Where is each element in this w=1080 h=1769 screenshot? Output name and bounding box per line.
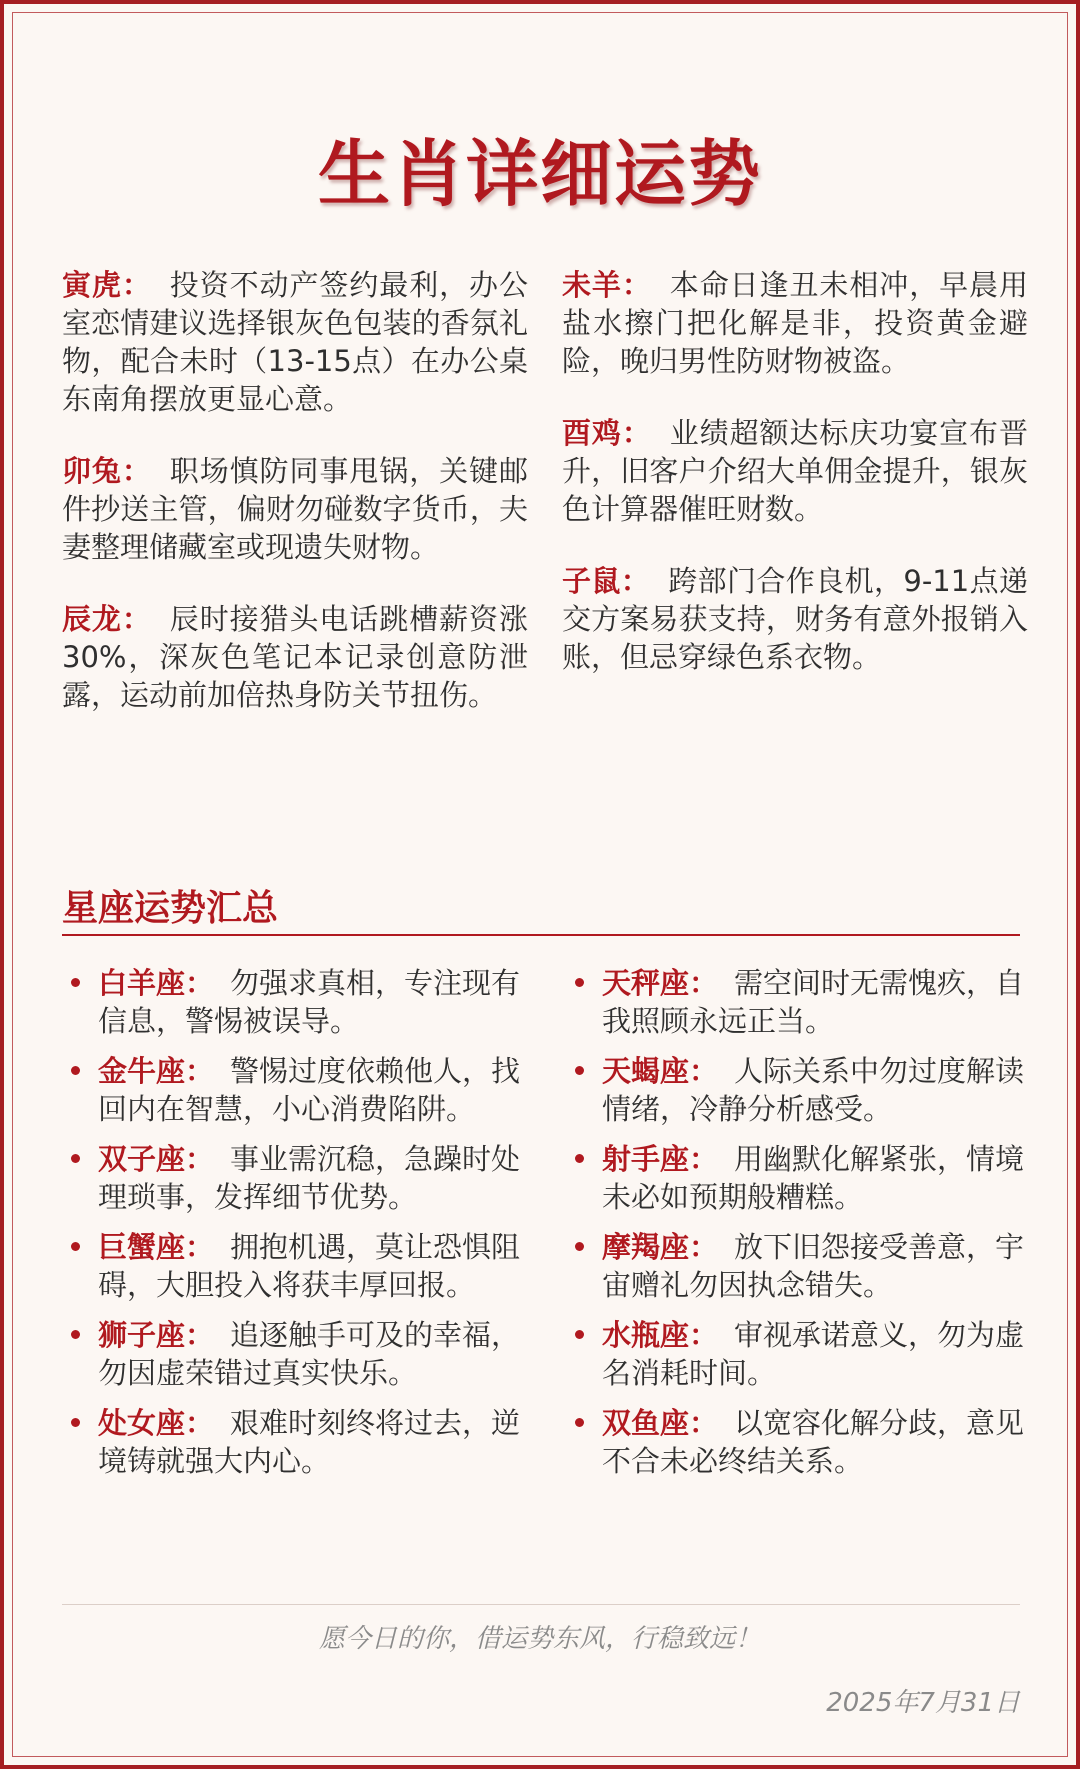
bullet-icon xyxy=(71,1418,80,1427)
bullet-icon xyxy=(575,978,584,987)
zodiac-item-dragon xyxy=(62,600,528,714)
constellation-text: 人际关系中勿过度解读情绪，冷静分析感受。 xyxy=(602,1054,1025,1126)
constellation-name: 水瓶座： xyxy=(602,1318,719,1352)
constellation-name: 金牛座： xyxy=(98,1054,215,1088)
constellation-text: 艰难时刻终将过去，逆境铸就强大内心。 xyxy=(98,1406,521,1478)
zodiac-text: 跨部门合作良机，9-11点递交方案易获支持，财务有意外报销入账，但忌穿绿色系衣物。 xyxy=(562,564,1028,674)
constellation-item-cancer xyxy=(66,1228,528,1304)
constellation-item-libra xyxy=(570,964,1032,1040)
constellation-section-title: 星座运势汇总 xyxy=(62,888,279,929)
zodiac-column-right xyxy=(562,266,1028,748)
zodiac-item-goat xyxy=(562,266,1028,380)
constellation-name: 天秤座： xyxy=(602,966,719,1000)
section-divider xyxy=(62,934,1020,936)
page-title: 生肖详细运势 xyxy=(317,132,762,216)
footer-date: 2025年7月31日 xyxy=(826,1688,1020,1718)
zodiac-name: 卯兔： xyxy=(62,454,152,488)
constellation-name: 天蝎座： xyxy=(602,1054,719,1088)
zodiac-name: 酉鸡： xyxy=(562,416,652,450)
zodiac-text: 投资不动产签约最利，办公室恋情建议选择银灰色包装的香氛礼物，配合未时（13-15点）在办公桌东南角摆放更显心意。 xyxy=(62,268,528,416)
bullet-icon xyxy=(71,1330,80,1339)
constellation-column-right xyxy=(570,964,1032,1492)
bullet-icon xyxy=(71,1066,80,1075)
constellation-text: 放下旧怨接受善意，宇宙赠礼勿因执念错失。 xyxy=(602,1230,1025,1302)
constellation-item-scorpio xyxy=(570,1052,1032,1128)
constellation-name: 摩羯座： xyxy=(602,1230,719,1264)
constellation-item-leo xyxy=(66,1316,528,1392)
bullet-icon xyxy=(71,1154,80,1163)
zodiac-item-rooster xyxy=(562,414,1028,528)
footer-divider xyxy=(62,1604,1020,1605)
bullet-icon xyxy=(575,1066,584,1075)
constellation-section xyxy=(66,964,1032,1492)
bullet-icon xyxy=(575,1330,584,1339)
bullet-icon xyxy=(575,1154,584,1163)
zodiac-name: 子鼠： xyxy=(562,564,651,598)
constellation-text: 审视承诺意义，勿为虚名消耗时间。 xyxy=(602,1318,1025,1390)
zodiac-name: 辰龙： xyxy=(62,602,152,636)
bullet-icon xyxy=(575,1242,584,1251)
zodiac-text: 职场慎防同事甩锅，关键邮件抄送主管，偏财勿碰数字货币，夫妻整理储藏室或现遗失财物。 xyxy=(62,454,528,564)
constellation-item-virgo xyxy=(66,1404,528,1480)
zodiac-text: 业绩超额达标庆功宴宣布晋升，旧客户介绍大单佣金提升，银灰色计算器催旺财数。 xyxy=(562,416,1028,526)
constellation-item-capricorn xyxy=(570,1228,1032,1304)
zodiac-name: 寅虎： xyxy=(62,268,152,302)
constellation-name: 处女座： xyxy=(98,1406,215,1440)
zodiac-item-tiger xyxy=(62,266,528,418)
zodiac-item-rat xyxy=(562,562,1028,676)
zodiac-name: 未羊： xyxy=(562,268,652,302)
constellation-text: 事业需沉稳，急躁时处理琐事，发挥细节优势。 xyxy=(98,1142,521,1214)
constellation-text: 拥抱机遇，莫让恐惧阻碍，大胆投入将获丰厚回报。 xyxy=(98,1230,521,1302)
constellation-text: 以宽容化解分歧，意见不合未必终结关系。 xyxy=(602,1406,1025,1478)
constellation-item-pisces xyxy=(570,1404,1032,1480)
bullet-icon xyxy=(575,1418,584,1427)
zodiac-text: 辰时接猎头电话跳槽薪资涨30%，深灰色笔记本记录创意防泄露，运动前加倍热身防关节扭伤。 xyxy=(62,602,528,712)
constellation-name: 白羊座： xyxy=(98,966,215,1000)
constellation-item-gemini xyxy=(66,1140,528,1216)
constellation-name: 双子座： xyxy=(98,1142,215,1176)
constellation-name: 双鱼座： xyxy=(602,1406,719,1440)
bullet-icon xyxy=(71,978,80,987)
constellation-text: 勿强求真相，专注现有信息，警惕被误导。 xyxy=(98,966,521,1038)
zodiac-item-rabbit xyxy=(62,452,528,566)
constellation-text: 警惕过度依赖他人，找回内在智慧，小心消费陷阱。 xyxy=(98,1054,521,1126)
constellation-column-left xyxy=(66,964,528,1492)
constellation-name: 射手座： xyxy=(602,1142,719,1176)
constellation-item-aries xyxy=(66,964,528,1040)
constellation-text: 追逐触手可及的幸福，勿因虚荣错过真实快乐。 xyxy=(98,1318,521,1390)
zodiac-text: 本命日逢丑未相冲，早晨用盐水擦门把化解是非，投资黄金避险，晚归男性防财物被盗。 xyxy=(562,268,1028,378)
bullet-icon xyxy=(71,1242,80,1251)
footer-motto: 愿今日的你，借运势东风，行稳致远！ xyxy=(318,1624,761,1654)
constellation-item-aquarius xyxy=(570,1316,1032,1392)
constellation-name: 狮子座： xyxy=(98,1318,215,1352)
constellation-item-sagittarius xyxy=(570,1140,1032,1216)
constellation-text: 用幽默化解紧张，情境未必如预期般糟糕。 xyxy=(602,1142,1025,1214)
zodiac-section xyxy=(62,266,1028,748)
constellation-name: 巨蟹座： xyxy=(98,1230,215,1264)
constellation-text: 需空间时无需愧疚，自我照顾永远正当。 xyxy=(602,966,1025,1038)
constellation-item-taurus xyxy=(66,1052,528,1128)
zodiac-column-left xyxy=(62,266,528,748)
